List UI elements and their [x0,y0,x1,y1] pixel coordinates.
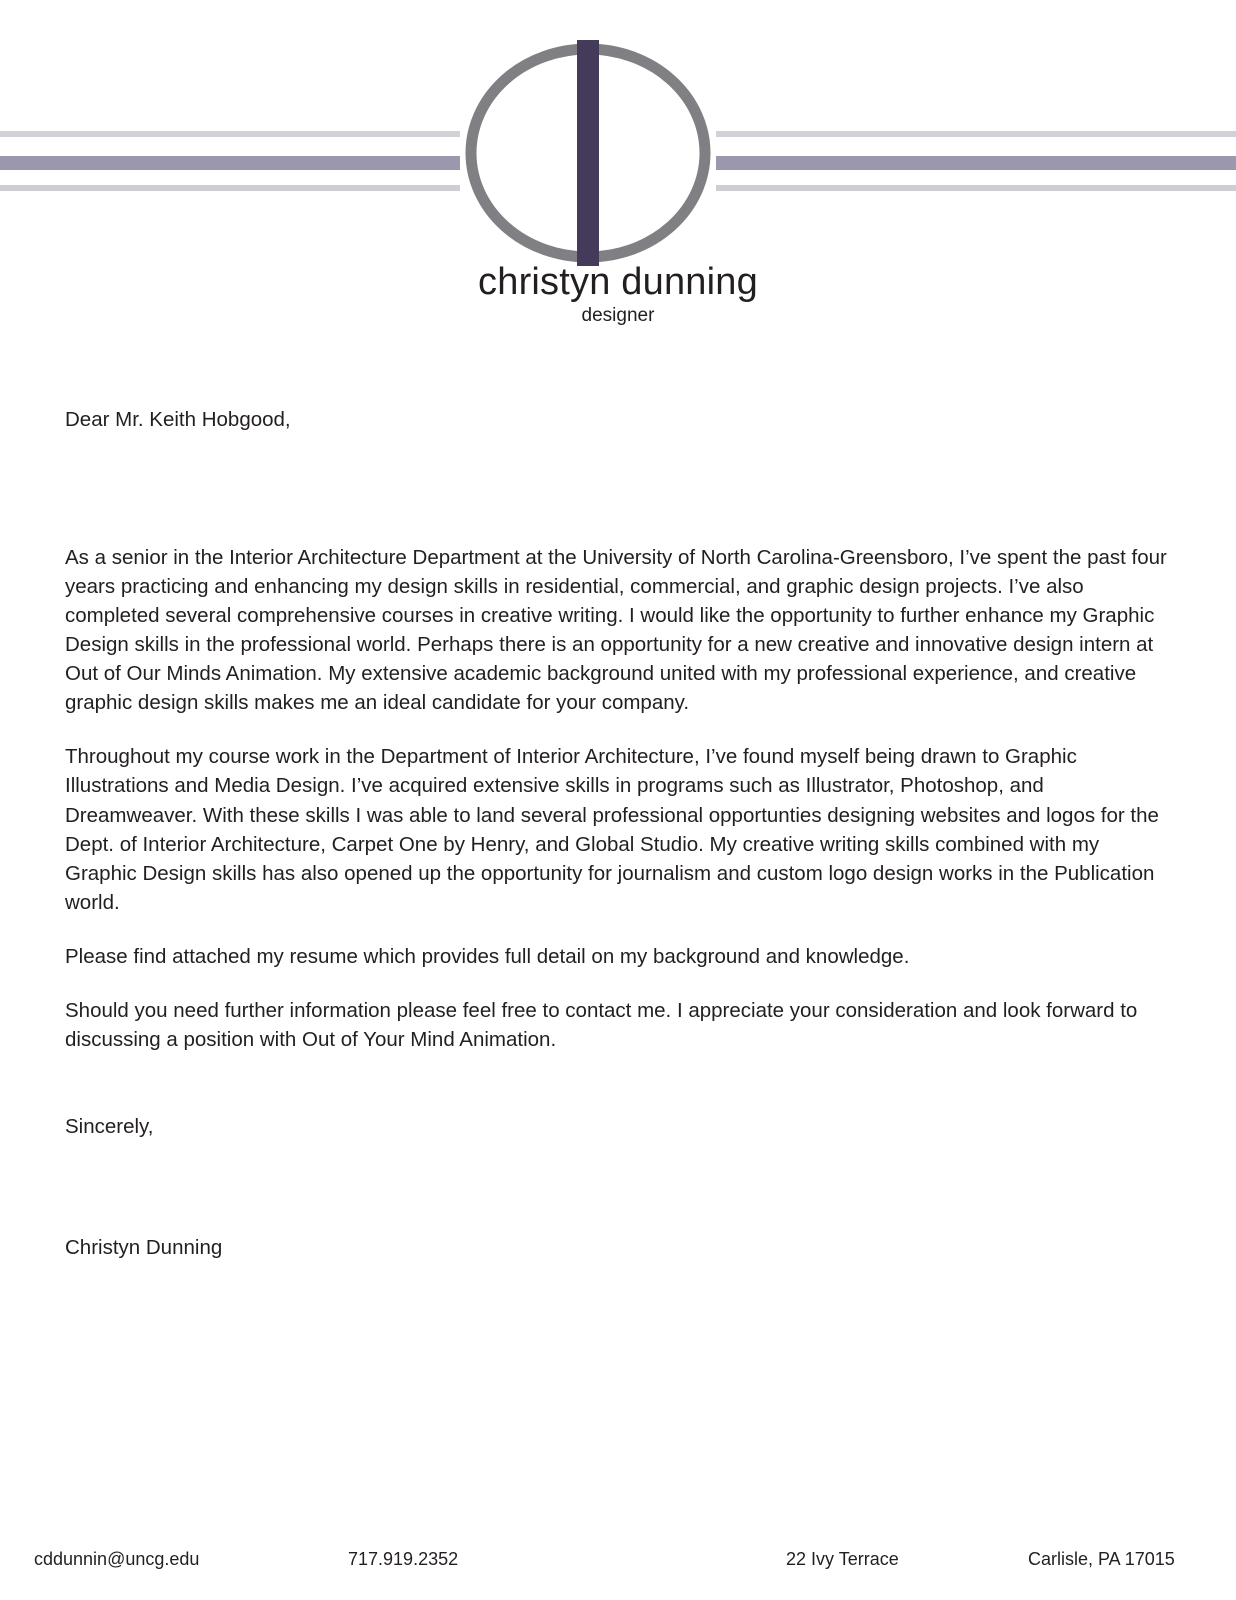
letterhead [0,0,1236,340]
footer-contact-bar [0,1544,1236,1574]
signature-name: Christyn Dunning [65,1236,223,1260]
brand-name: christyn dunning [478,261,758,303]
footer-email[interactable]: cddunnin@uncg.edu [34,1549,200,1569]
cd-monogram-ellipse-icon [460,40,716,266]
body-paragraph-2: Throughout my course work in the Department of Interior Architecture, I’ve found myself being drawn to Graphic Illustrations and Media Design. I’ve acquired extensive skills in programs such as Illustrator, Photoshop, and Dreamweaver. With these skills I was able to land several professional opportunties designing websites and logos for the Dept. of Interior Architecture, Carpet One by Henry, and Global Studio. My creative writing skills combined with my Graphic Design skills has also opened up the opportunity for journalism and custom logo design works in the Publication world. [65,745,1159,914]
body-paragraph-3: Please find attached my resume which provides full detail on my background and knowledge. [65,945,910,969]
body-paragraph-4: Should you need further information please feel free to contact me. I appreciate your consideration and look forward to discussing a position with Out of Your Mind Animation. [65,999,1138,1052]
salutation: Dear Mr. Keith Hobgood, [65,408,291,431]
closing-line: Sincerely, [65,1115,154,1139]
footer-city-state-zip: Carlisle, PA 17015 [1028,1549,1175,1569]
letter-body [65,405,1170,1263]
footer-phone[interactable]: 717.919.2352 [348,1549,459,1569]
footer-street-address: 22 Ivy Terrace [786,1549,899,1569]
brand-role: designer [581,305,655,326]
body-paragraph-1: As a senior in the Interior Architecture Department at the University of North Carolina-Greensboro, I’ve spent the past four years practicing and enhancing my design skills in residential, commercial, and graphic design projects. I’ve also completed several comprehensive courses in creative writing. I would like the opportunity to further enhance my Graphic Design skills in the professional world. Perhaps there is an opportunity for a new creative and innovative design intern at Out of Our Minds Animation. My extensive academic background united with my professional experience, and creative graphic design skills makes me an ideal candidate for your company. [65,545,1167,715]
